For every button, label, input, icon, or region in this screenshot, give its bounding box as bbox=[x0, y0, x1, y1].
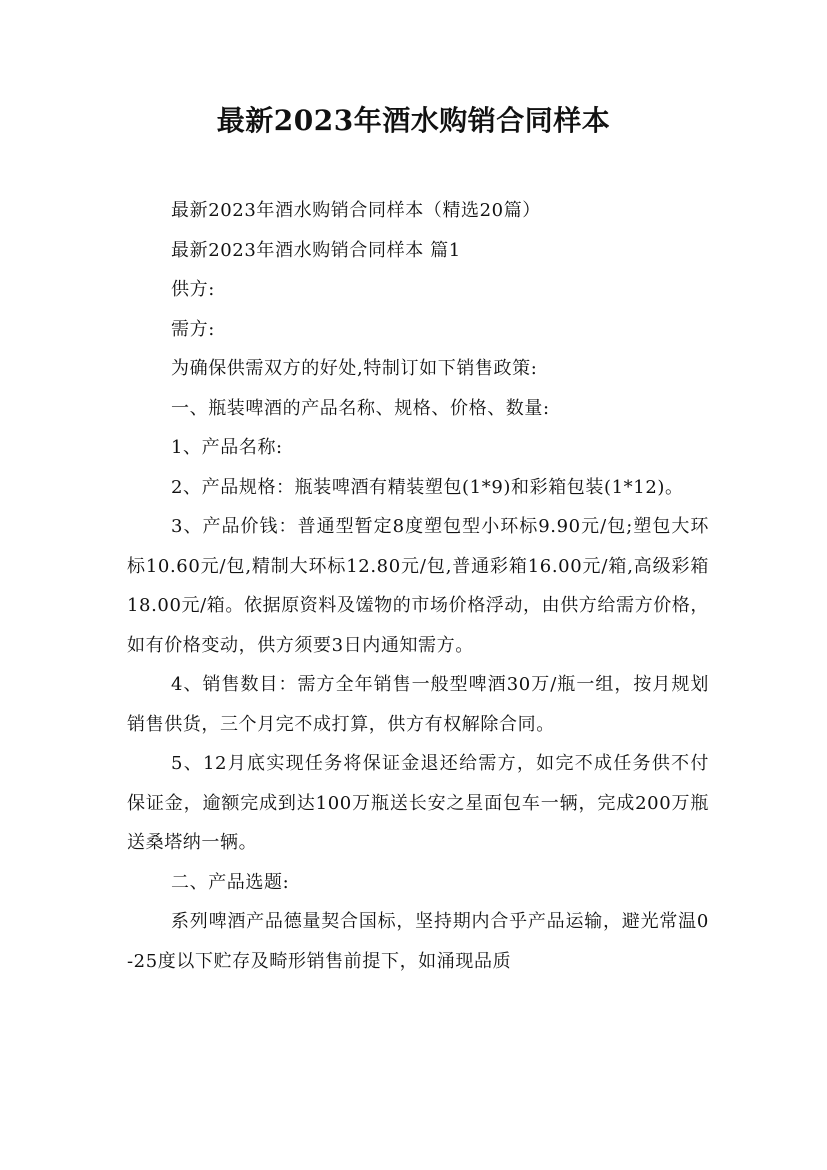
paragraph-item-3: 3、产品价钱：普通型暂定8度塑包型小环标9.90元/包;塑包大环标10.60元/包,精制大环标12.80元/包,普通彩箱16.00元/箱,高级彩箱18.00元/箱。依据原资料及馐物的市场价格浮动，由供方给需方价格，如有价格变动，供方须要3日内通知需方。 bbox=[127, 516, 709, 656]
paragraph-quality: 系列啤酒产品德量契合国标，坚持期内合乎产品运输，避光常温0-25度以下贮存及畸形销售前提下，如涌现品质 bbox=[127, 911, 709, 972]
paragraph-policy-intro: 为确保供需双方的好处,特制订如下销售政策: bbox=[171, 358, 538, 379]
paragraph-supplier: 供方: bbox=[171, 279, 215, 300]
paragraph-subtitle: 最新2023年酒水购销合同样本（精选20篇） bbox=[171, 200, 541, 221]
paragraph-section-heading: 最新2023年酒水购销合同样本 篇1 bbox=[171, 239, 461, 261]
document-body bbox=[127, 191, 709, 981]
paragraph-item-1: 1、产品名称: bbox=[171, 437, 283, 458]
paragraph-item-5: 5、12月底实现任务将保证金退还给需方，如完不成任务供不付保证金，逾额完成到达100万瓶送长安之星面包车一辆，完成200万瓶送桑塔纳一辆。 bbox=[127, 753, 709, 853]
paragraph-item-2: 2、产品规格：瓶装啤酒有精装塑包(1*9)和彩箱包装(1*12)。 bbox=[171, 476, 684, 498]
paragraph-clause-1: 一、瓶装啤酒的产品名称、规格、价格、数量: bbox=[171, 397, 550, 419]
paragraph-buyer: 需方: bbox=[171, 318, 215, 340]
paragraph-item-4: 4、销售数目：需方全年销售一般型啤酒30万/瓶一组，按月规划销售供货，三个月完不成打算，供方有权解除合同。 bbox=[127, 674, 709, 735]
document-title: 最新2023年酒水购销合同样本 bbox=[216, 104, 611, 137]
paragraph-clause-2: 二、产品选题: bbox=[171, 871, 290, 893]
